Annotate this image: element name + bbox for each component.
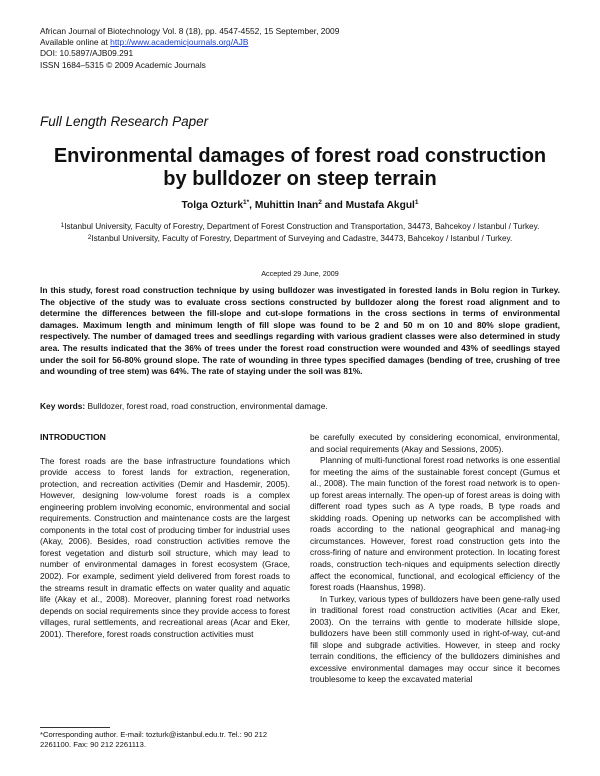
right-column: [310, 432, 560, 686]
section-heading: INTRODUCTION: [40, 432, 106, 442]
doi-line: DOI: 10.5897/AJB09.291: [40, 48, 134, 59]
affiliations: [48, 221, 552, 246]
body-paragraph: The forest roads are the base infrastructure foundations which provide access to forest lands for extraction, regeneration, protection, and recreation activities (Demir and Hasdemir, 2005). However, designing low-volume forest roads is a complex engineering problem involving economic, environmental and social requirements. Construction and maintenance costs are the largest components in the total cost of producing timber for industrial uses (Akay, 2006). Besides, road construction activities remove the forest vegetation and disturb soil structure, which may lead to number of environmental damages in forest ecosystem (Grace, 2002). For example, sediment yield delivered from forest roads to the streams result in dramatic effects on water quality and aquatic life (Akay et al., 2008). Moreover, planning forest road networks depends on social requirements since they provide access to forest villages, rural settlements, and recreational areas (Acar and Eker, 2001). Therefore, forest roads construction activities must: [40, 455, 290, 639]
accepted-date: Accepted 29 June, 2009: [261, 269, 339, 278]
corresponding-author-footnote: *Corresponding author. E-mail: tozturk@istanbul.edu.tr. Tel.: 90 212 2261100. Fax: 90 212 2261113.: [40, 730, 268, 749]
keywords-label: Key words:: [40, 401, 86, 411]
author-affiliation-mark: 2: [318, 199, 322, 206]
author-name: Mustafa Akgul: [345, 200, 415, 211]
abstract: In this study, forest road construction technique by using bulldozer was investigated in forested lands in Bolu region in Turkey. The objective of the study was to evaluate cross sections constructed by bulldozer along the forest road alignment and to determine the differences between the fill-slope and cut-slope formations in the cross sections in terms of environmental damages. Maximum length and minimum length of fill slope was found to be 2 and 50 m on 10 and 80% slope gradient, respectively. The number of damaged trees and seedlings regarding with various gradient classes were also determined in study area. The results indicated that the 36% of trees under the forest road construction were wounded and 43% of seedlings stayed under the soil for 56-80% ground slope. The rate of wounding in three types specified damages (bending of tree, crushing of tree and wounding of tree stem) was 64%. The rate of staying under the soil was 81%.: [40, 285, 560, 377]
left-column: [40, 432, 290, 640]
author-list: Tolga Ozturk$^{1*}$, Muhittin Inan$^2$ and Mustafa Akgul$^1$: [181, 199, 419, 211]
footnote-rule: [40, 727, 110, 728]
journal-url-link[interactable]: http://www.academicjournals.org/AJB: [110, 37, 249, 48]
author-affiliation-mark: 1: [414, 199, 419, 206]
journal-citation: African Journal of Biotechnology Vol. 8 (18), pp. 4547-4552, 15 September, 2009: [40, 26, 340, 36]
body-paragraph: In Turkey, various types of bulldozers have been gene-rally used in traditional forest road construction activities (Acar and Eker, 2003). On the terrains with gentle to moderate hillside slope, bulldozers have been still commonly used in right-of-way, cut-and fill slope and subgrade activities. However, in steep and rocky terrain conditions, the efficiency of the bulldozers diminishes and excessive environmental damages may occur since it becomes troublesome to keep the excavated material: [310, 593, 560, 685]
issn-line: ISSN 1684–5315 © 2009 Academic Journals: [40, 59, 206, 70]
body-paragraph: Planning of multi-functional forest road networks is one essential for meeting the aims of the sustainable forest concept (Gumus et al., 2008). The main function of the forest road network is to open-up forest areas internally. The open-up of forest areas is doing with different road types such as A type roads, B type roads and skidding roads. Opening up networks can be accomplished with roads according to the national geographical and manag-ing circumstances. However, forest road construction gets into the cross-firing of nature and environment protection. In locating forest roads, construction tech-niques and equipments selection directly affect the economical, functional, and ecological efficiency of the forest roads (Haanshus, 1998).: [310, 455, 560, 593]
keywords: [40, 401, 560, 411]
affiliation-item: $^2$Istanbul University, Faculty of Forestry, Department of Surveying and Cadastre, 34473, Bahcekoy / Istanbul / Turkey.: [87, 234, 513, 244]
author-name: Muhittin Inan: [254, 200, 319, 211]
author-affiliation-mark: 1*: [243, 199, 250, 206]
journal-header: [40, 26, 339, 71]
body-paragraph: be carefully executed by considering economical, environmental, and social requirements (Akay and Sessions, 2005).: [310, 432, 560, 454]
paper-title: Environmental damages of forest road construction by bulldozer on steep terrain: [53, 145, 547, 190]
availability-prefix: Available online at: [40, 37, 111, 48]
paper-type: Full Length Research Paper: [40, 114, 209, 129]
affiliation-item: $^1$Istanbul University, Faculty of Forestry, Department of Forest Construction and Transportation, 34473, Bahcekoy / Istanbul / Turkey.: [60, 222, 540, 231]
author-name: Tolga Ozturk: [181, 200, 244, 211]
keywords-text: Bulldozer, forest road, road construction, environmental damage.: [85, 401, 328, 411]
availability-line: [40, 37, 339, 48]
